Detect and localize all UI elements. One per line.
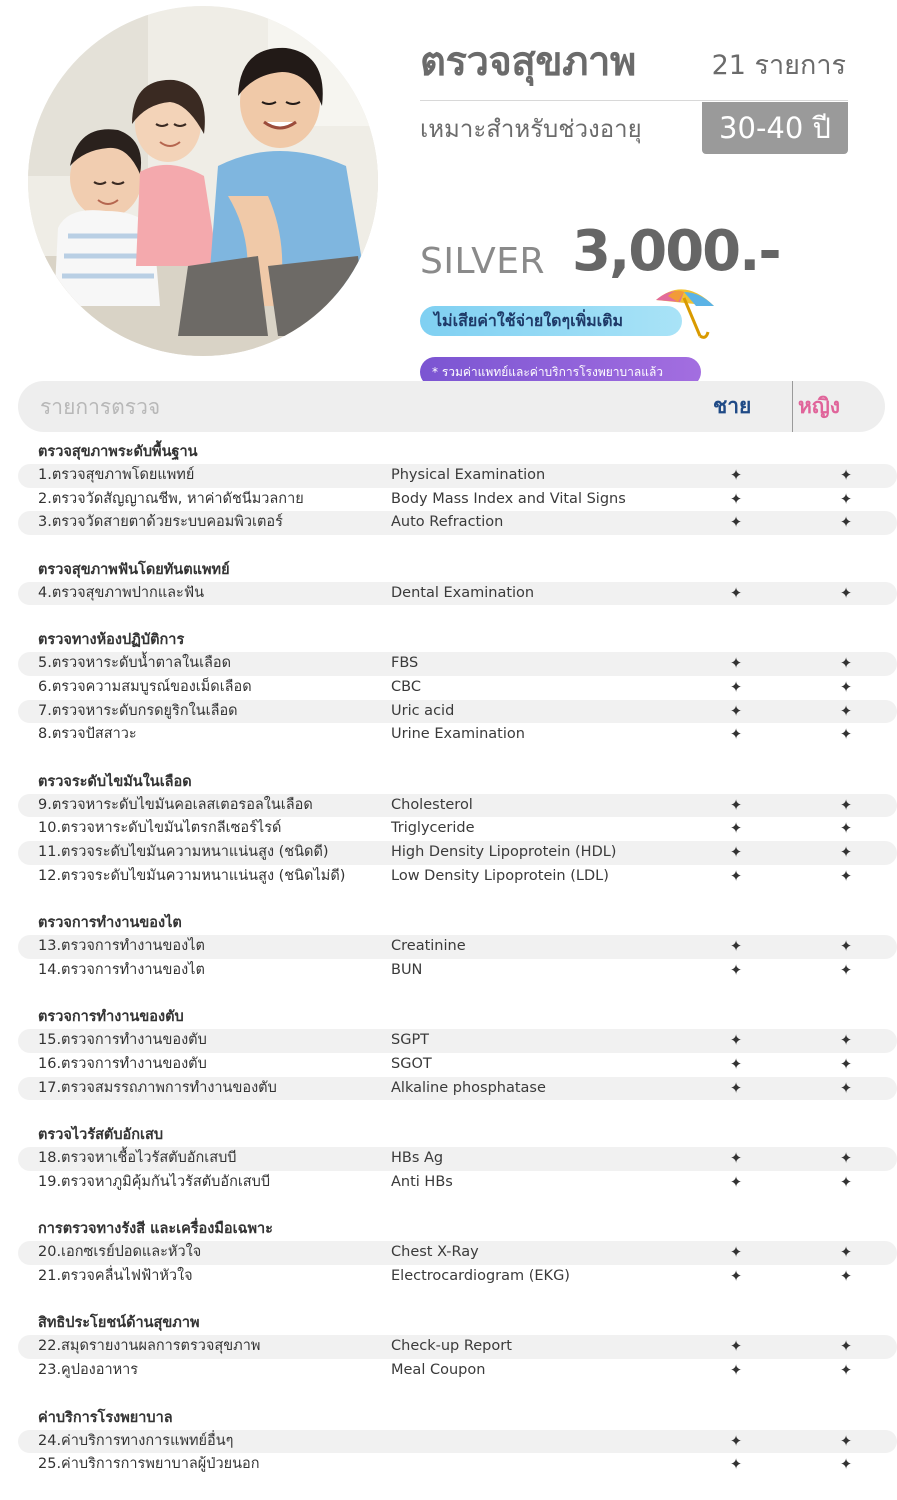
item-name-thai: 14.ตรวจการทำงานของไต — [38, 961, 205, 978]
included-male-icon: ✦ — [729, 1337, 743, 1356]
included-female-icon: ✦ — [839, 1243, 853, 1262]
included-male-icon: ✦ — [729, 1431, 743, 1450]
checkup-item-table — [0, 440, 897, 1477]
item-name-thai: 19.ตรวจหาภูมิคุ้มกันไวรัสตับอักเสบบี — [38, 1173, 271, 1190]
item-name-thai: 25.ค่าบริการการพยาบาลผู้ป่วยนอก — [38, 1456, 260, 1473]
page-title: ตรวจสุขภาพ — [420, 39, 636, 85]
included-female-icon: ✦ — [839, 513, 853, 532]
included-male-icon: ✦ — [729, 1266, 743, 1285]
item-name-thai: 5.ตรวจหาระดับน้ำตาลในเลือด — [38, 655, 232, 672]
included-female-icon: ✦ — [839, 866, 853, 885]
included-male-icon: ✦ — [729, 1054, 743, 1073]
included-male-icon: ✦ — [729, 1243, 743, 1262]
included-female-icon: ✦ — [839, 937, 853, 956]
included-female-icon: ✦ — [839, 677, 853, 696]
age-label: เหมาะสำหรับช่วงอายุ — [420, 115, 642, 143]
item-name-english: Check-up Report — [391, 1338, 512, 1355]
included-female-icon: ✦ — [839, 1266, 853, 1285]
item-name-english: Meal Coupon — [391, 1362, 486, 1379]
table-row — [18, 817, 897, 841]
included-female-icon: ✦ — [839, 842, 853, 861]
table-row — [18, 794, 897, 818]
included-fees-note: * รวมค่าแพทย์และค่าบริการโรงพยาบาลแล้ว — [420, 357, 701, 387]
table-row — [18, 723, 897, 747]
table-row — [18, 1241, 897, 1265]
included-male-icon: ✦ — [729, 1149, 743, 1168]
included-female-icon: ✦ — [839, 1031, 853, 1050]
included-male-icon: ✦ — [729, 1361, 743, 1380]
item-name-thai: 15.ตรวจการทำงานของตับ — [38, 1032, 207, 1049]
included-male-icon: ✦ — [729, 583, 743, 602]
item-name-english: Cholesterol — [391, 796, 473, 813]
included-male-icon: ✦ — [729, 1078, 743, 1097]
table-row — [18, 652, 897, 676]
item-name-thai: 11.ตรวจระดับไขมันความหนาแน่นสูง (ชนิดดี) — [38, 843, 329, 860]
section-title: การตรวจทางรังสี และเครื่องมือเฉพาะ — [38, 1221, 273, 1238]
item-name-thai: 24.ค่าบริการทางการแพทย์อื่นๆ — [38, 1432, 234, 1449]
section-title: ตรวจการทำงานของไต — [38, 915, 182, 932]
table-section — [0, 440, 897, 535]
included-male-icon: ✦ — [729, 489, 743, 508]
section-title: สิทธิประโยชน์ด้านสุขภาพ — [38, 1315, 200, 1332]
table-section — [0, 1311, 897, 1382]
item-name-english: HBs Ag — [391, 1150, 444, 1167]
table-row — [18, 511, 897, 535]
table-row — [18, 1359, 897, 1383]
included-male-icon: ✦ — [729, 842, 743, 861]
included-female-icon: ✦ — [839, 489, 853, 508]
age-row — [420, 102, 850, 156]
item-name-thai: 2.ตรวจวัดสัญญาณชีพ, หาค่าดัชนีมวลกาย — [38, 490, 304, 507]
items-count: 21 รายการ — [711, 50, 846, 81]
table-section — [0, 1406, 897, 1477]
column-female: หญิง — [798, 394, 840, 418]
included-female-icon: ✦ — [839, 1078, 853, 1097]
table-row — [18, 1265, 897, 1289]
included-male-icon: ✦ — [729, 677, 743, 696]
included-male-icon: ✦ — [729, 654, 743, 673]
section-title: ตรวจสุขภาพฟันโดยทันตแพทย์ — [38, 561, 230, 578]
age-range-badge: 30-40 ปี — [702, 102, 848, 154]
table-section — [0, 628, 897, 746]
section-title: ตรวจระดับไขมันในเลือด — [38, 773, 192, 790]
item-name-english: Physical Examination — [391, 467, 546, 483]
item-name-english: SGPT — [391, 1032, 430, 1049]
item-name-english: Triglyceride — [391, 820, 475, 837]
table-row — [18, 464, 897, 488]
included-female-icon: ✦ — [839, 1149, 853, 1168]
section-title: ตรวจการทำงานของตับ — [38, 1009, 184, 1026]
item-name-thai: 23.คูปองอาหาร — [38, 1362, 139, 1379]
title-row — [420, 36, 850, 96]
table-row — [18, 935, 897, 959]
package-tier: SILVER — [420, 241, 545, 282]
table-row — [18, 1029, 897, 1053]
umbrella-icon — [650, 282, 720, 340]
included-female-icon: ✦ — [839, 795, 853, 814]
item-name-thai: 4.ตรวจสุขภาพปากและฟัน — [38, 584, 205, 601]
table-row — [18, 1053, 897, 1077]
item-name-thai: 22.สมุดรายงานผลการตรวจสุขภาพ — [38, 1338, 261, 1355]
item-name-english: Creatinine — [391, 938, 466, 955]
table-section — [0, 1005, 897, 1100]
item-name-english: Anti HBs — [391, 1173, 453, 1190]
included-male-icon: ✦ — [729, 1172, 743, 1191]
table-section — [0, 911, 897, 982]
title-divider — [420, 100, 848, 101]
item-name-english: Body Mass Index and Vital Signs — [391, 490, 626, 507]
included-male-icon: ✦ — [729, 960, 743, 979]
item-name-english: SGOT — [391, 1055, 432, 1072]
table-row — [18, 841, 897, 865]
item-name-thai: 17.ตรวจสมรรถภาพการทำงานของตับ — [38, 1079, 277, 1096]
item-name-thai: 16.ตรวจการทำงานของตับ — [38, 1055, 207, 1072]
item-name-thai: 10.ตรวจหาระดับไขมันไตรกลีเซอร์ไรด์ — [38, 820, 282, 837]
included-male-icon: ✦ — [729, 937, 743, 956]
section-title: ตรวจสุขภาพระดับพื้นฐาน — [38, 444, 198, 460]
table-row — [18, 1335, 897, 1359]
table-row — [18, 1171, 897, 1195]
included-female-icon: ✦ — [839, 1455, 853, 1474]
item-name-thai: 12.ตรวจระดับไขมันความหนาแน่นสูง (ชนิดไม่ดี) — [38, 867, 346, 884]
item-name-english: High Density Lipoprotein (HDL) — [391, 843, 617, 860]
section-title: ค่าบริการโรงพยาบาล — [38, 1409, 173, 1426]
item-name-english: Urine Examination — [391, 726, 525, 743]
included-female-icon: ✦ — [839, 583, 853, 602]
included-female-icon: ✦ — [839, 654, 853, 673]
included-male-icon: ✦ — [729, 513, 743, 532]
table-row — [18, 488, 897, 512]
item-name-thai: 18.ตรวจหาเชื้อไวรัสตับอักเสบบี — [38, 1150, 237, 1167]
included-female-icon: ✦ — [839, 1172, 853, 1191]
package-hero — [0, 0, 897, 380]
item-name-english: BUN — [391, 961, 423, 978]
item-name-thai: 13.ตรวจการทำงานของไต — [38, 938, 205, 955]
included-female-icon: ✦ — [839, 725, 853, 744]
table-header — [18, 381, 885, 432]
table-header-label: รายการตรวจ — [40, 395, 161, 419]
no-extra-cost-pill: ไม่เสียค่าใช้จ่ายใดๆเพิ่มเติม — [420, 306, 682, 336]
included-female-icon: ✦ — [839, 1431, 853, 1450]
item-name-english: Low Density Lipoprotein (LDL) — [391, 867, 609, 884]
family-photo — [28, 6, 378, 356]
item-name-thai: 3.ตรวจวัดสายตาด้วยระบบคอมพิวเตอร์ — [38, 514, 283, 531]
item-name-english: CBC — [391, 678, 421, 695]
item-name-english: Auto Refraction — [391, 514, 504, 531]
included-male-icon: ✦ — [729, 795, 743, 814]
item-name-english: Alkaline phosphatase — [391, 1079, 546, 1096]
section-title: ตรวจไวรัสตับอักเสบ — [38, 1127, 164, 1144]
price-row — [420, 218, 850, 288]
item-name-thai: 9.ตรวจหาระดับไขมันคอเลสเตอรอลในเลือด — [38, 796, 313, 813]
item-name-english: Electrocardiogram (EKG) — [391, 1267, 570, 1284]
column-divider — [792, 381, 793, 432]
table-section — [0, 1217, 897, 1288]
included-female-icon: ✦ — [839, 1337, 853, 1356]
included-female-icon: ✦ — [839, 1054, 853, 1073]
included-male-icon: ✦ — [729, 701, 743, 720]
item-name-thai: 1.ตรวจสุขภาพโดยแพทย์ — [38, 467, 195, 483]
included-male-icon: ✦ — [729, 466, 743, 484]
included-female-icon: ✦ — [839, 1361, 853, 1380]
table-row — [18, 1077, 897, 1101]
included-female-icon: ✦ — [839, 701, 853, 720]
table-row — [18, 959, 897, 983]
table-row — [18, 700, 897, 724]
item-name-thai: 7.ตรวจหาระดับกรดยูริกในเลือด — [38, 702, 238, 719]
table-row — [18, 1147, 897, 1171]
item-name-english: Dental Examination — [391, 584, 535, 601]
table-section — [0, 770, 897, 888]
table-row — [18, 582, 897, 606]
table-row — [18, 865, 897, 889]
item-name-english: FBS — [391, 655, 419, 672]
included-male-icon: ✦ — [729, 1031, 743, 1050]
included-male-icon: ✦ — [729, 725, 743, 744]
table-section — [0, 1123, 897, 1194]
item-name-thai: 20.เอกซเรย์ปอดและหัวใจ — [38, 1244, 202, 1261]
table-row — [18, 1430, 897, 1454]
included-female-icon: ✦ — [839, 466, 853, 484]
table-row — [18, 1453, 897, 1477]
item-name-english: Chest X-Ray — [391, 1244, 479, 1261]
column-male: ชาย — [713, 394, 752, 418]
included-male-icon: ✦ — [729, 1455, 743, 1474]
included-female-icon: ✦ — [839, 819, 853, 838]
included-male-icon: ✦ — [729, 866, 743, 885]
item-name-thai: 21.ตรวจคลื่นไฟฟ้าหัวใจ — [38, 1267, 193, 1284]
included-male-icon: ✦ — [729, 819, 743, 838]
section-title: ตรวจทางห้องปฏิบัติการ — [38, 632, 185, 649]
item-name-thai: 6.ตรวจความสมบูรณ์ของเม็ดเลือด — [38, 678, 252, 695]
table-row — [18, 676, 897, 700]
table-section — [0, 558, 897, 606]
included-female-icon: ✦ — [839, 960, 853, 979]
item-name-english: Uric acid — [391, 702, 455, 719]
item-name-thai: 8.ตรวจปัสสาวะ — [38, 726, 137, 743]
package-price: 3,000.- — [572, 219, 780, 284]
